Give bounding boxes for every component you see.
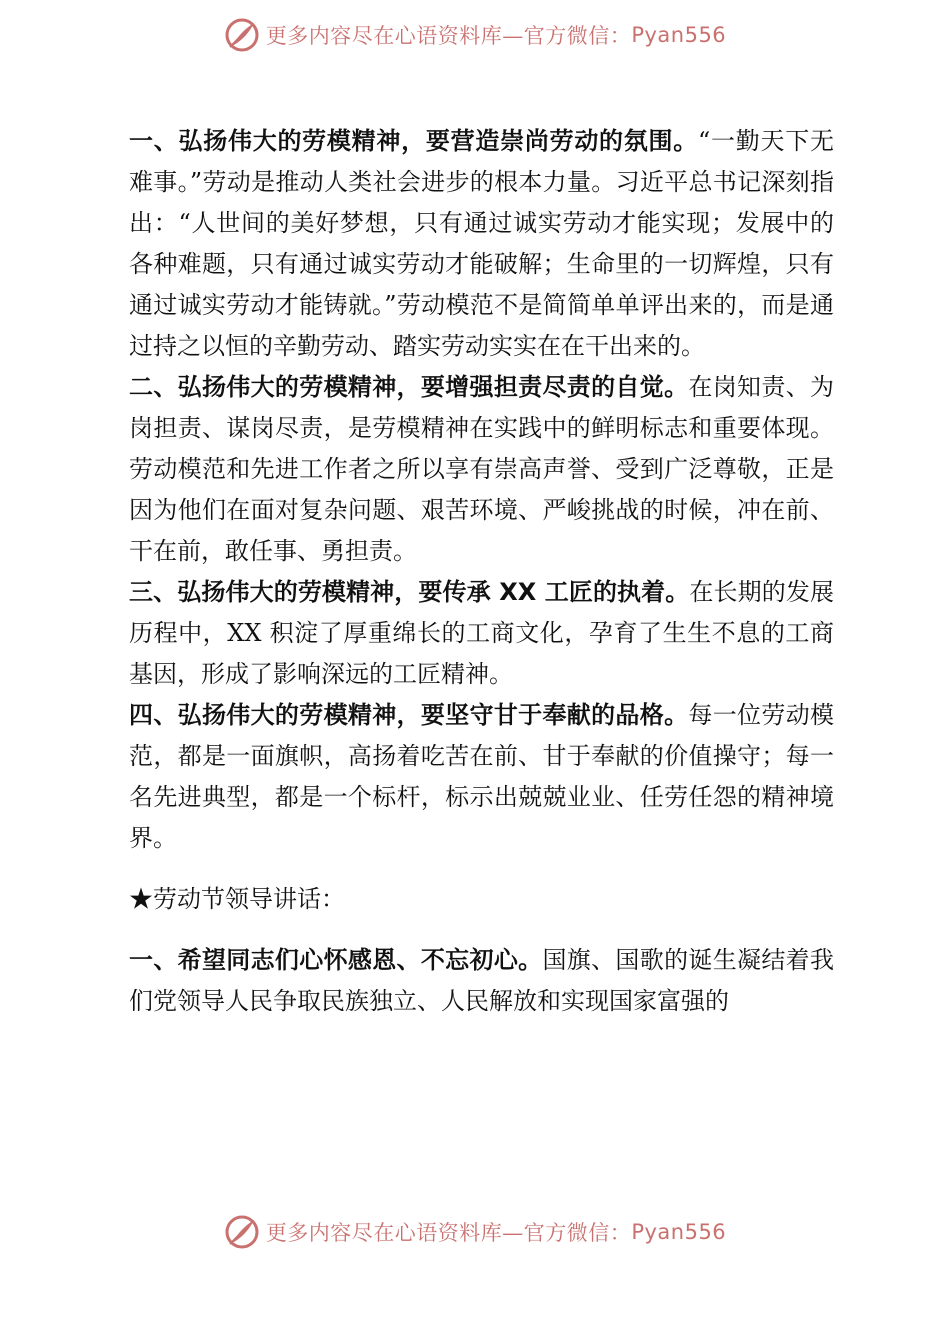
paragraph-text: 国旗、国歌的诞生凝结着我们党领导人民争取民族独立、人民解放和实现国家富强的: [129, 946, 835, 1015]
footer-text: 更多内容尽在心语资料库—官方微信：: [265, 1221, 632, 1245]
footer-handle: Pyan556: [631, 1220, 727, 1244]
paragraph-heading: 一、弘扬伟大的劳模精神，要营造崇尚劳动的氛围。: [129, 127, 699, 155]
paragraph-heading: 一、希望同志们心怀感恩、不忘初心。: [129, 946, 543, 974]
paragraph-heading: 四、弘扬伟大的劳模精神，要坚守甘于奉献的品格。: [129, 701, 689, 729]
paragraph-text: 在长期的发展历程中，XX 积淀了厚重绵长的工商文化，孕育了生生不息的工商基因，形成了影响深远的工匠精神。: [129, 578, 835, 688]
paragraph-text: “一勤天下无难事。”劳动是推动人类社会进步的根本力量。习近平总书记深刻指出：“人世间的美好梦想，只有通过诚实劳动才能实现；发展中的各种难题，只有通过诚实劳动才能破解；生命里的一切辉煌，只有通过诚实劳动才能铸就。”劳动模范不是简简单单评出来的，而是通过持之以恒的辛勤劳动、踏实劳动实实在在干出来的。: [129, 127, 835, 360]
header-text: 更多内容尽在心语资料库—官方微信：: [265, 24, 632, 48]
paragraph-2: [129, 367, 834, 572]
spacer: [129, 920, 834, 940]
paragraph-4: [129, 695, 834, 859]
quill-logo-icon: [224, 17, 260, 53]
document-body: [129, 121, 834, 1022]
footer-watermark: [0, 1207, 950, 1257]
paragraph-heading: 二、弘扬伟大的劳模精神，要增强担责尽责的自觉。: [129, 373, 689, 401]
paragraph-text: 每一位劳动模范，都是一面旗帜，高扬着吃苦在前、甘于奉献的价值操守；每一名先进典型，都是一个标杆，标示出兢兢业业、任劳任怨的精神境界。: [129, 701, 835, 852]
spacer: [129, 859, 834, 879]
paragraph-3: [129, 572, 834, 695]
paragraph-5: [129, 940, 834, 1022]
header-handle: Pyan556: [631, 23, 727, 47]
paragraph-1: [129, 121, 834, 367]
section-title: ★劳动节领导讲话：: [129, 885, 345, 913]
quill-logo-icon: [224, 1214, 260, 1250]
paragraph-heading: 三、弘扬伟大的劳模精神，要传承 XX 工匠的执着。: [129, 578, 690, 606]
paragraph-text: 在岗知责、为岗担责、谋岗尽责，是劳模精神在实践中的鲜明标志和重要体现。劳动模范和先进工作者之所以享有崇高声誉、受到广泛尊敬，正是因为他们在面对复杂问题、艰苦环境、严峻挑战的时候，冲在前、干在前，敢任事、勇担责。: [129, 373, 835, 565]
header-watermark: [0, 10, 950, 60]
